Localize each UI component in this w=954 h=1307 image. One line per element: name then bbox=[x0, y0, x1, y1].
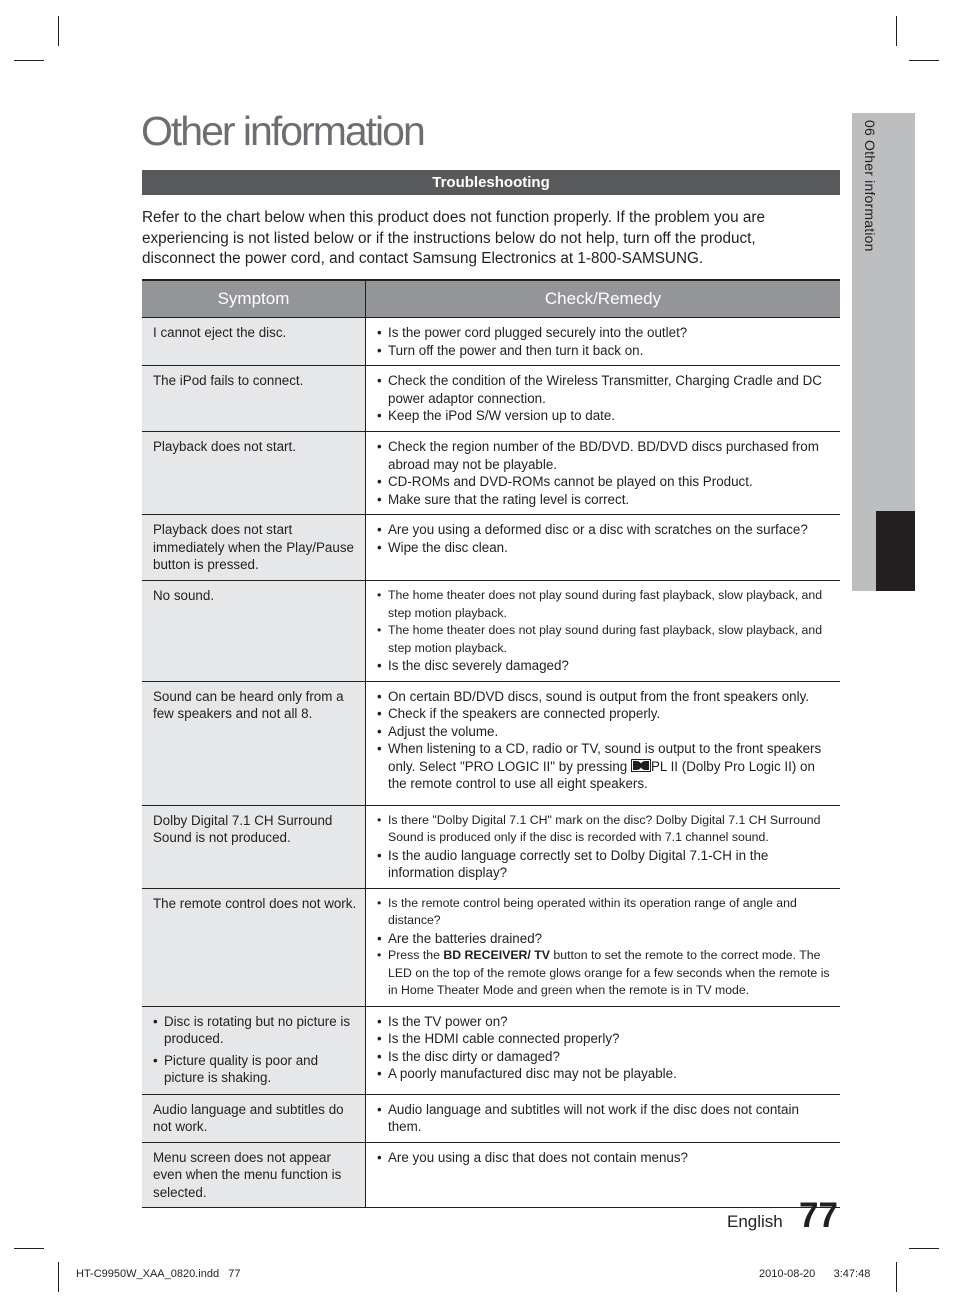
page-number: 77 bbox=[799, 1196, 838, 1235]
remedy-text: Press the bbox=[388, 948, 440, 962]
remedy-item: • CD-ROMs and DVD-ROMs cannot be played on this Product. bbox=[377, 473, 834, 491]
crop-mark bbox=[58, 16, 59, 46]
remedy-item bbox=[377, 947, 834, 1000]
footer-language: English bbox=[727, 1212, 783, 1231]
remedy-item: • A poorly manufactured disc may not be playable. bbox=[377, 1065, 834, 1083]
remedy-cell bbox=[366, 581, 841, 682]
remedy-cell bbox=[366, 366, 841, 432]
table-row bbox=[142, 432, 840, 515]
remedy-item: • Make sure that the rating level is correct. bbox=[377, 491, 834, 509]
remedy-item: • Are the batteries drained? bbox=[377, 930, 834, 948]
remedy-item: • The home theater does not play sound during fast playback, slow playback, and step motion playback. bbox=[377, 587, 834, 622]
remedy-item: • Is there "Dolby Digital 7.1 CH" mark on the disc? Dolby Digital 7.1 CH Surround Sound is produced only if the disc is recorded with 7.1 channel sound. bbox=[377, 812, 834, 847]
symptom-item: • Picture quality is poor and picture is shaking. bbox=[153, 1052, 359, 1087]
remote-button-label: BD RECEIVER/ TV bbox=[443, 948, 550, 962]
remedy-item bbox=[377, 740, 834, 793]
symptom-cell: The iPod fails to connect. bbox=[142, 366, 366, 432]
remedy-item: • Is the power cord plugged securely into the outlet? bbox=[377, 324, 834, 342]
table-row bbox=[142, 1142, 840, 1208]
crop-mark bbox=[909, 60, 939, 61]
table-row bbox=[142, 681, 840, 805]
intro-paragraph: Refer to the chart below when this product does not function properly. If the problem you are experiencing is not listed below or if the instructions below do not help, turn off the product, disconnect the power cord, and contact Samsung Electronics at 1-800-SAMSUNG. bbox=[142, 209, 765, 267]
remedy-cell bbox=[366, 1094, 841, 1142]
remedy-item: • Wipe the disc clean. bbox=[377, 539, 834, 557]
remedy-item: • Check if the speakers are connected properly. bbox=[377, 705, 834, 723]
remedy-column-header: Check/Remedy bbox=[366, 280, 841, 318]
table-row bbox=[142, 805, 840, 888]
symptom-cell: Audio language and subtitles do not work. bbox=[142, 1094, 366, 1142]
remedy-item: • Check the condition of the Wireless Transmitter, Charging Cradle and DC power adaptor connection. bbox=[377, 372, 834, 407]
crop-mark bbox=[909, 1248, 939, 1249]
table-header-row bbox=[142, 280, 840, 318]
remedy-item: • Are you using a deformed disc or a disc with scratches on the surface? bbox=[377, 521, 834, 539]
remedy-text: When listening to a CD, radio or TV, sound is output to the front speakers only. Select "PRO LOGIC II" by pressing bbox=[388, 741, 822, 774]
remedy-cell bbox=[366, 1142, 841, 1208]
symptom-cell: I cannot eject the disc. bbox=[142, 318, 366, 366]
crop-mark bbox=[896, 1262, 897, 1292]
remedy-cell bbox=[366, 432, 841, 515]
remedy-cell bbox=[366, 515, 841, 581]
section-title: Troubleshooting bbox=[142, 170, 840, 195]
remedy-cell bbox=[366, 681, 841, 805]
remedy-text: PL II (Dolby Pro Logic II) on the remote control to use all eight speakers. bbox=[388, 758, 815, 791]
symptom-cell: Sound can be heard only from a few speakers and not all 8. bbox=[142, 681, 366, 805]
symptom-column-header: Symptom bbox=[142, 280, 366, 318]
remedy-item: • Is the HDMI cable connected properly? bbox=[377, 1030, 834, 1048]
remedy-item: • Are you using a disc that does not contain menus? bbox=[377, 1149, 834, 1167]
symptom-cell: The remote control does not work. bbox=[142, 888, 366, 1006]
chapter-side-label: 06 Other information bbox=[862, 120, 878, 252]
table-row bbox=[142, 1094, 840, 1142]
remedy-item: • Turn off the power and then turn it back on. bbox=[377, 342, 834, 360]
remedy-text: button to set the remote to the correct mode. The LED on the top of the remote glows orange for a few seconds when the remote is in Home Theater Mode and green when the remote is in TV mode. bbox=[388, 948, 830, 997]
remedy-cell bbox=[366, 805, 841, 888]
print-slug-date: 2010-08-20 3:47:48 bbox=[759, 1268, 871, 1280]
table-row bbox=[142, 581, 840, 682]
print-slug-file: HT-C9950W_XAA_0820.indd 77 bbox=[76, 1268, 241, 1280]
symptom-cell: Playback does not start. bbox=[142, 432, 366, 515]
table-row bbox=[142, 515, 840, 581]
remedy-item: • Is the disc severely damaged? bbox=[377, 657, 834, 675]
dolby-double-d-icon bbox=[631, 759, 651, 772]
symptom-cell: Dolby Digital 7.1 CH Surround Sound is not produced. bbox=[142, 805, 366, 888]
symptom-cell: Playback does not start immediately when the Play/Pause button is pressed. bbox=[142, 515, 366, 581]
symptom-item: • Disc is rotating but no picture is produced. bbox=[153, 1013, 359, 1048]
table-row bbox=[142, 366, 840, 432]
troubleshooting-table bbox=[142, 279, 840, 1208]
page-title: Other information bbox=[141, 108, 424, 154]
remedy-item: • Keep the iPod S/W version up to date. bbox=[377, 407, 834, 425]
crop-mark bbox=[896, 16, 897, 46]
symptom-cell bbox=[142, 1006, 366, 1094]
crop-mark bbox=[14, 1248, 44, 1249]
remedy-item: • On certain BD/DVD discs, sound is output from the front speakers only. bbox=[377, 688, 834, 706]
table-row bbox=[142, 318, 840, 366]
remedy-cell bbox=[366, 1006, 841, 1094]
remedy-item: • Adjust the volume. bbox=[377, 723, 834, 741]
remedy-item: • Is the disc dirty or damaged? bbox=[377, 1048, 834, 1066]
table-row bbox=[142, 1006, 840, 1094]
crop-mark bbox=[14, 60, 44, 61]
remedy-cell bbox=[366, 318, 841, 366]
remedy-item: • Is the audio language correctly set to Dolby Digital 7.1-CH in the information display? bbox=[377, 847, 834, 882]
remedy-item: • The home theater does not play sound during fast playback, slow playback, and step motion playback. bbox=[377, 622, 834, 657]
symptom-cell: Menu screen does not appear even when the menu function is selected. bbox=[142, 1142, 366, 1208]
remedy-item: • Is the remote control being operated within its operation range of angle and distance? bbox=[377, 895, 834, 930]
symptom-cell: No sound. bbox=[142, 581, 366, 682]
chapter-tab-marker bbox=[876, 511, 915, 591]
remedy-item: • Check the region number of the BD/DVD. BD/DVD discs purchased from abroad may not be playable. bbox=[377, 438, 834, 473]
table-row bbox=[142, 888, 840, 1006]
remedy-cell bbox=[366, 888, 841, 1006]
remedy-item: • Is the TV power on? bbox=[377, 1013, 834, 1031]
crop-mark bbox=[58, 1262, 59, 1292]
remedy-item: • Audio language and subtitles will not work if the disc does not contain them. bbox=[377, 1101, 834, 1136]
